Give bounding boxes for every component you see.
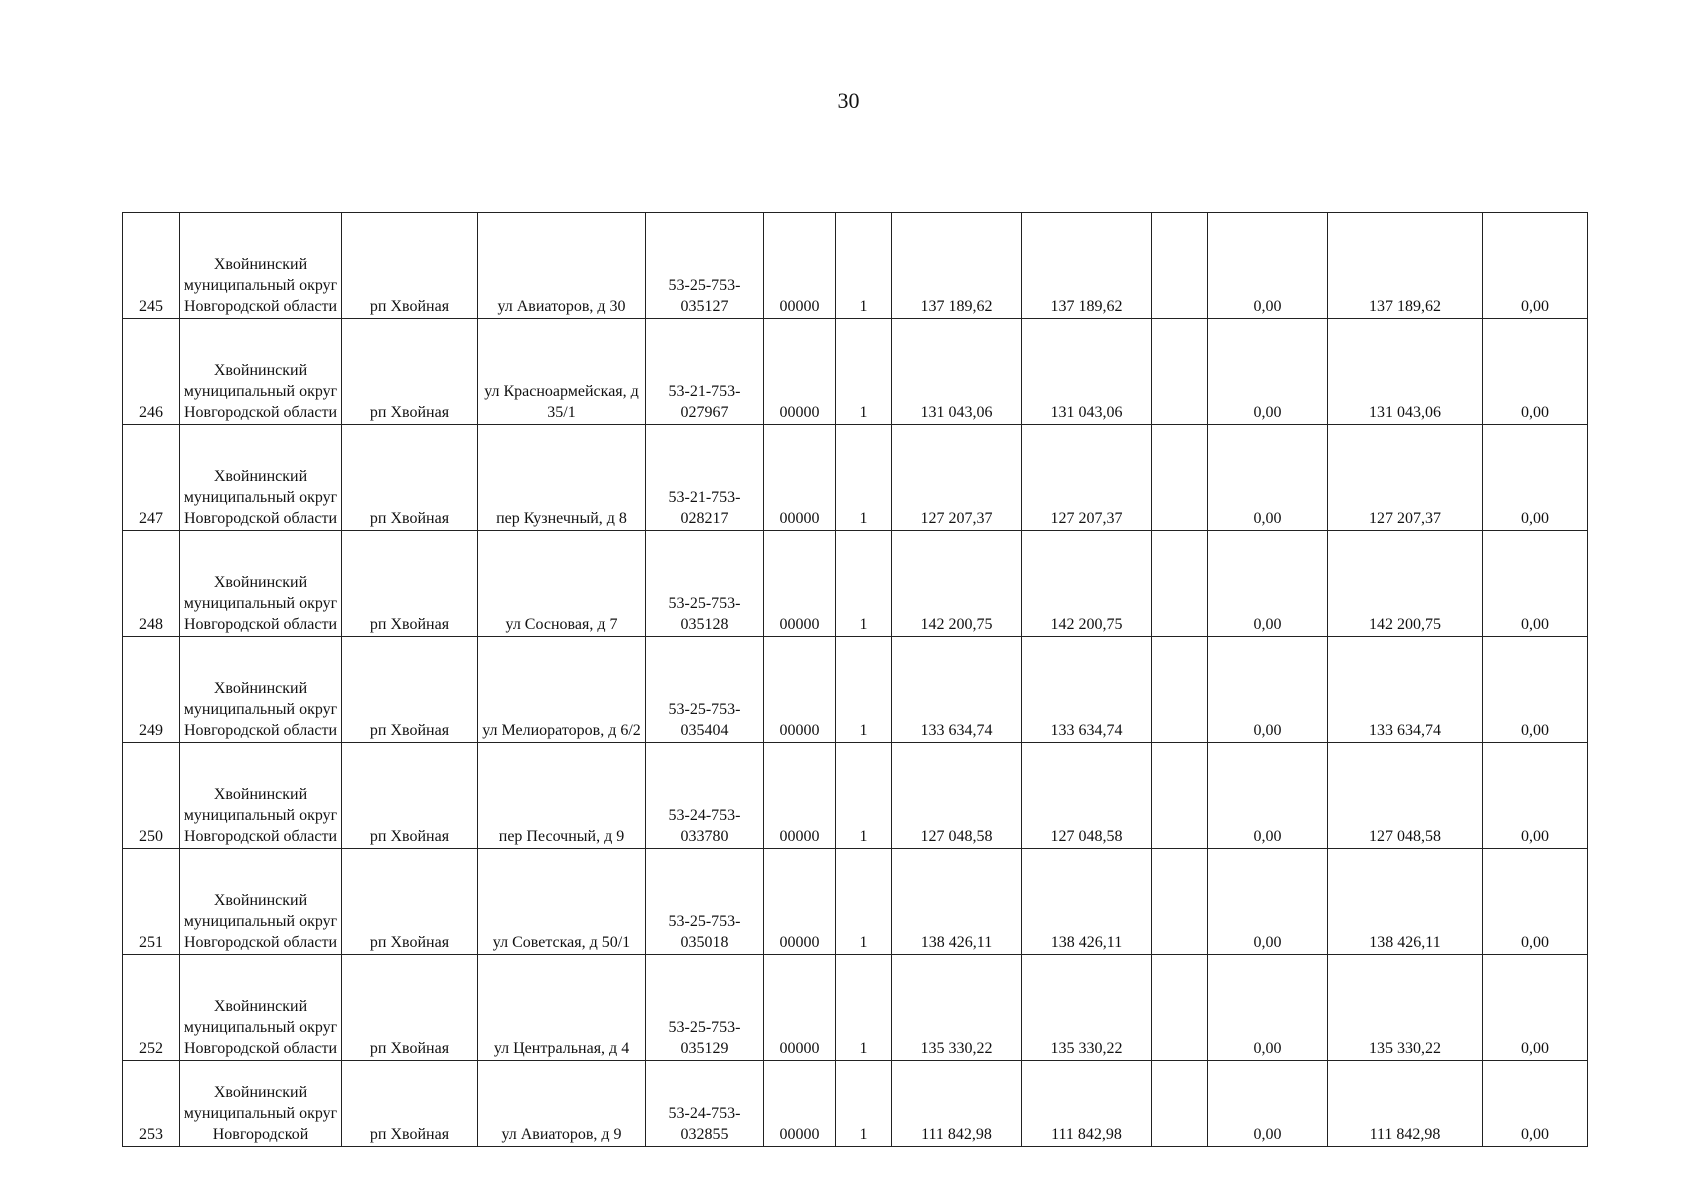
table-row <box>123 743 1588 849</box>
address-cell: ул Советская, д 50/1 <box>478 849 646 955</box>
amount3-cell: 142 200,75 <box>1328 531 1483 637</box>
address-cell: пер Кузнечный, д 8 <box>478 425 646 531</box>
zero2-cell: 0,00 <box>1483 637 1588 743</box>
cadastral-code-cell: 53-25-753-035129 <box>646 955 764 1061</box>
amount2-cell: 138 426,11 <box>1022 849 1152 955</box>
zero1-cell: 0,00 <box>1208 743 1328 849</box>
amount3-cell: 127 048,58 <box>1328 743 1483 849</box>
settlement-cell: рп Хвойная <box>342 637 478 743</box>
amount1-cell: 111 842,98 <box>892 1061 1022 1147</box>
amount1-cell: 131 043,06 <box>892 319 1022 425</box>
amount2-cell: 111 842,98 <box>1022 1061 1152 1147</box>
empty-cell <box>1152 425 1208 531</box>
table-row <box>123 319 1588 425</box>
zero1-cell: 0,00 <box>1208 425 1328 531</box>
cadastral-code-cell: 53-25-753-035128 <box>646 531 764 637</box>
amount1-cell: 133 634,74 <box>892 637 1022 743</box>
row-number: 252 <box>123 955 180 1061</box>
code2-cell: 00000 <box>764 319 836 425</box>
quantity-cell: 1 <box>836 213 892 319</box>
table-row <box>123 955 1588 1061</box>
municipality-cell: Хвойнинский муниципальный округ Новгородской области <box>180 425 342 531</box>
amount2-cell: 137 189,62 <box>1022 213 1152 319</box>
municipality-cell: Хвойнинский муниципальный округ Новгородской области <box>180 743 342 849</box>
zero1-cell: 0,00 <box>1208 955 1328 1061</box>
quantity-cell: 1 <box>836 955 892 1061</box>
row-number: 253 <box>123 1061 180 1147</box>
row-number: 245 <box>123 213 180 319</box>
empty-cell <box>1152 849 1208 955</box>
empty-cell <box>1152 955 1208 1061</box>
settlement-cell: рп Хвойная <box>342 531 478 637</box>
amount3-cell: 133 634,74 <box>1328 637 1483 743</box>
zero2-cell: 0,00 <box>1483 955 1588 1061</box>
zero2-cell: 0,00 <box>1483 319 1588 425</box>
empty-cell <box>1152 637 1208 743</box>
amount3-cell: 138 426,11 <box>1328 849 1483 955</box>
empty-cell <box>1152 213 1208 319</box>
code2-cell: 00000 <box>764 531 836 637</box>
settlement-cell: рп Хвойная <box>342 849 478 955</box>
quantity-cell: 1 <box>836 531 892 637</box>
cadastral-code-cell: 53-24-753-033780 <box>646 743 764 849</box>
cadastral-code-cell: 53-21-753-028217 <box>646 425 764 531</box>
empty-cell <box>1152 1061 1208 1147</box>
amount2-cell: 135 330,22 <box>1022 955 1152 1061</box>
municipality-cell: Хвойнинский муниципальный округ Новгородской области <box>180 849 342 955</box>
code2-cell: 00000 <box>764 425 836 531</box>
cadastral-code-cell: 53-24-753-032855 <box>646 1061 764 1147</box>
amount1-cell: 137 189,62 <box>892 213 1022 319</box>
address-cell: ул Мелиораторов, д 6/2 <box>478 637 646 743</box>
amount2-cell: 142 200,75 <box>1022 531 1152 637</box>
table-row <box>123 425 1588 531</box>
zero2-cell: 0,00 <box>1483 743 1588 849</box>
zero1-cell: 0,00 <box>1208 531 1328 637</box>
amount3-cell: 135 330,22 <box>1328 955 1483 1061</box>
cadastral-code-cell: 53-25-753-035018 <box>646 849 764 955</box>
quantity-cell: 1 <box>836 637 892 743</box>
amount1-cell: 142 200,75 <box>892 531 1022 637</box>
municipality-cell: Хвойнинский муниципальный округ Новгородской области <box>180 637 342 743</box>
code2-cell: 00000 <box>764 743 836 849</box>
address-cell: ул Красноармейская, д 35/1 <box>478 319 646 425</box>
settlement-cell: рп Хвойная <box>342 743 478 849</box>
amount1-cell: 135 330,22 <box>892 955 1022 1061</box>
amount2-cell: 127 207,37 <box>1022 425 1152 531</box>
amount1-cell: 127 048,58 <box>892 743 1022 849</box>
municipality-cell: Хвойнинский муниципальный округ Новгородской области <box>180 531 342 637</box>
amount3-cell: 111 842,98 <box>1328 1061 1483 1147</box>
address-cell: ул Авиаторов, д 30 <box>478 213 646 319</box>
quantity-cell: 1 <box>836 319 892 425</box>
register-rows <box>123 213 1588 1147</box>
amount2-cell: 133 634,74 <box>1022 637 1152 743</box>
quantity-cell: 1 <box>836 1061 892 1147</box>
row-number: 246 <box>123 319 180 425</box>
code2-cell: 00000 <box>764 849 836 955</box>
page-number: 30 <box>837 88 860 113</box>
code2-cell: 00000 <box>764 1061 836 1147</box>
amount2-cell: 131 043,06 <box>1022 319 1152 425</box>
zero1-cell: 0,00 <box>1208 319 1328 425</box>
quantity-cell: 1 <box>836 743 892 849</box>
address-cell: ул Авиаторов, д 9 <box>478 1061 646 1147</box>
amount3-cell: 131 043,06 <box>1328 319 1483 425</box>
row-number: 249 <box>123 637 180 743</box>
code2-cell: 00000 <box>764 213 836 319</box>
table-row <box>123 1061 1588 1147</box>
empty-cell <box>1152 743 1208 849</box>
municipality-cell: Хвойнинский муниципальный округ Новгородской области <box>180 213 342 319</box>
row-number: 247 <box>123 425 180 531</box>
cadastral-code-cell: 53-25-753-035404 <box>646 637 764 743</box>
row-number: 250 <box>123 743 180 849</box>
settlement-cell: рп Хвойная <box>342 319 478 425</box>
quantity-cell: 1 <box>836 425 892 531</box>
address-cell: пер Песочный, д 9 <box>478 743 646 849</box>
settlement-cell: рп Хвойная <box>342 955 478 1061</box>
settlement-cell: рп Хвойная <box>342 213 478 319</box>
zero1-cell: 0,00 <box>1208 849 1328 955</box>
municipality-cell: Хвойнинский муниципальный округ Новгородской <box>180 1061 342 1147</box>
municipality-cell: Хвойнинский муниципальный округ Новгородской области <box>180 955 342 1061</box>
zero2-cell: 0,00 <box>1483 849 1588 955</box>
row-number: 251 <box>123 849 180 955</box>
zero2-cell: 0,00 <box>1483 1061 1588 1147</box>
zero2-cell: 0,00 <box>1483 531 1588 637</box>
cadastral-code-cell: 53-25-753-035127 <box>646 213 764 319</box>
empty-cell <box>1152 319 1208 425</box>
municipality-cell: Хвойнинский муниципальный округ Новгородской области <box>180 319 342 425</box>
amount3-cell: 137 189,62 <box>1328 213 1483 319</box>
amount3-cell: 127 207,37 <box>1328 425 1483 531</box>
zero2-cell: 0,00 <box>1483 213 1588 319</box>
settlement-cell: рп Хвойная <box>342 1061 478 1147</box>
amount2-cell: 127 048,58 <box>1022 743 1152 849</box>
zero1-cell: 0,00 <box>1208 1061 1328 1147</box>
table-row <box>123 531 1588 637</box>
address-cell: ул Сосновая, д 7 <box>478 531 646 637</box>
address-cell: ул Центральная, д 4 <box>478 955 646 1061</box>
cadastral-code-cell: 53-21-753-027967 <box>646 319 764 425</box>
table-row <box>123 637 1588 743</box>
table-row <box>123 849 1588 955</box>
amount1-cell: 127 207,37 <box>892 425 1022 531</box>
table-row <box>123 213 1588 319</box>
row-number: 248 <box>123 531 180 637</box>
code2-cell: 00000 <box>764 955 836 1061</box>
empty-cell <box>1152 531 1208 637</box>
code2-cell: 00000 <box>764 637 836 743</box>
zero1-cell: 0,00 <box>1208 213 1328 319</box>
settlement-cell: рп Хвойная <box>342 425 478 531</box>
register-table <box>122 212 1588 1147</box>
quantity-cell: 1 <box>836 849 892 955</box>
zero2-cell: 0,00 <box>1483 425 1588 531</box>
amount1-cell: 138 426,11 <box>892 849 1022 955</box>
zero1-cell: 0,00 <box>1208 637 1328 743</box>
